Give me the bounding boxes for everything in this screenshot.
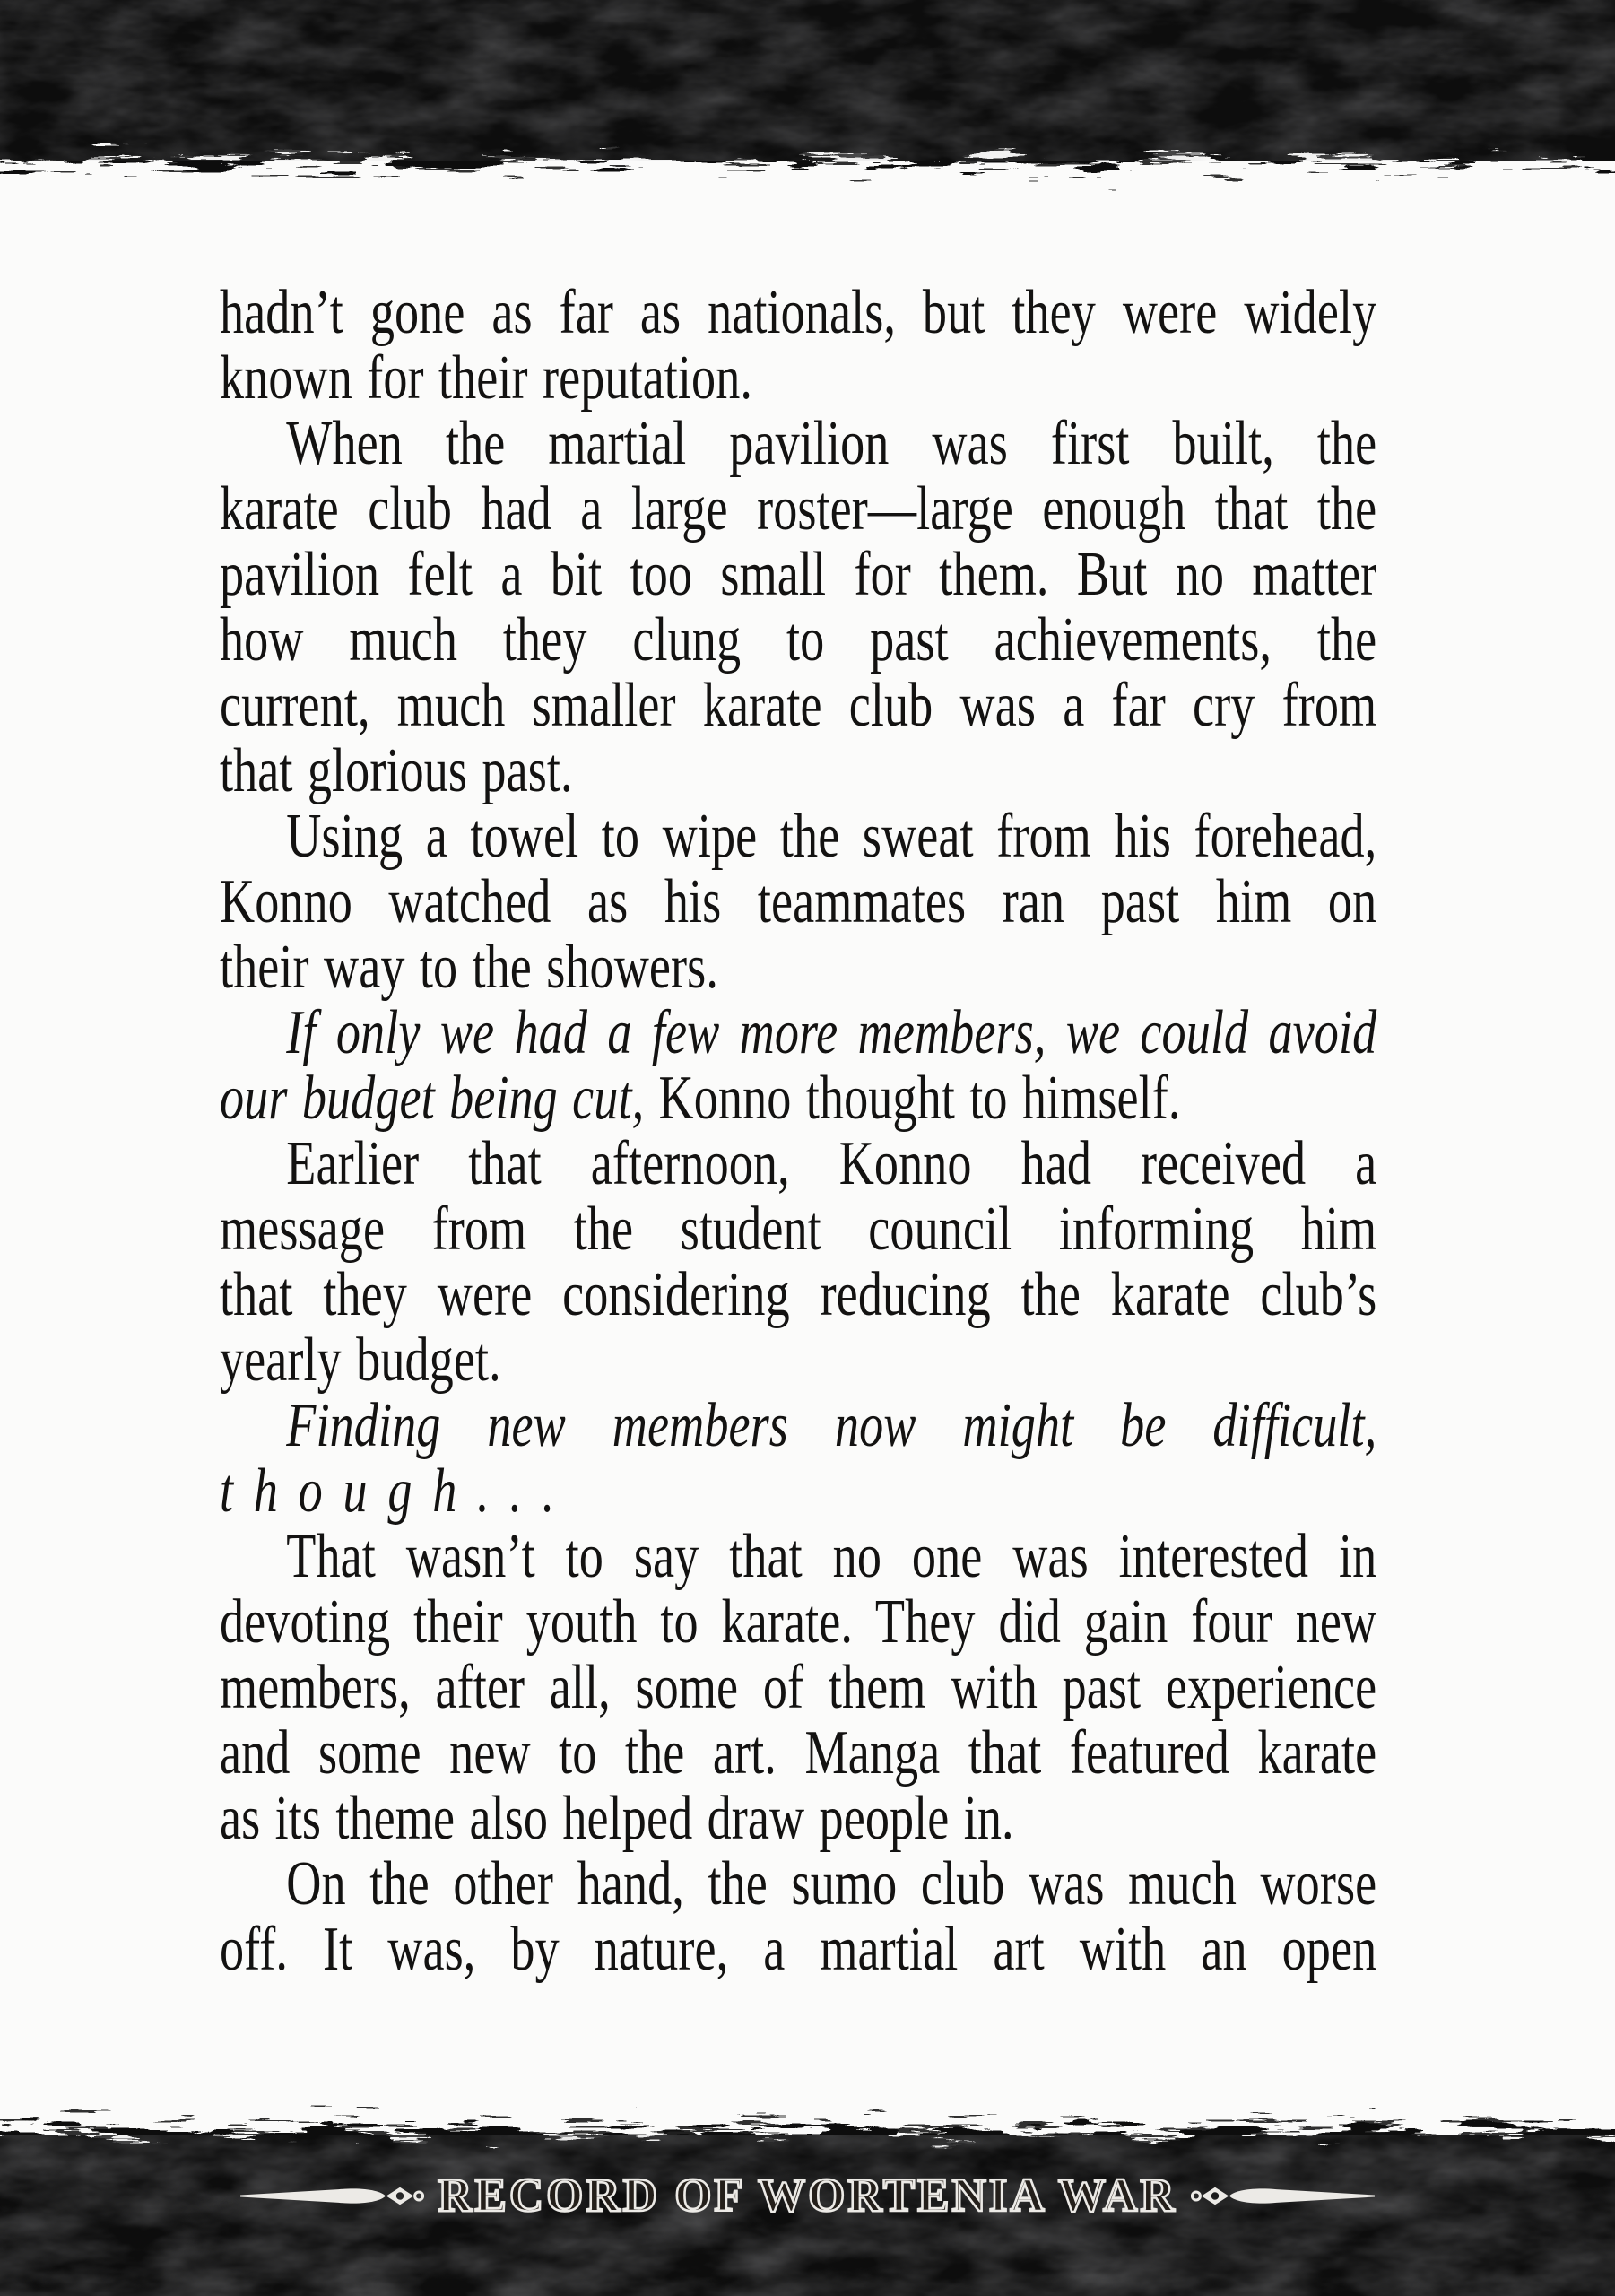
line-segment: known for their reputation.	[220, 344, 753, 413]
footer-title-row	[0, 2165, 1615, 2226]
footer-title: RECORD OF WORTENIA WAR	[438, 2170, 1177, 2222]
line-segment: Konno thought to himself.	[644, 1064, 1181, 1133]
body-line	[220, 1524, 1376, 1589]
line-segment: Konno watched as his teammates ran past him on	[220, 867, 1377, 936]
line-segment: pavilion felt a bit too small for them. But no matter	[220, 540, 1377, 609]
line-segment: If only we had a few more members, we could avoid	[286, 998, 1377, 1067]
line-segment: current, much smaller karate club was a far cry from	[220, 671, 1377, 740]
body-line	[220, 476, 1376, 542]
body-line	[220, 345, 1376, 411]
line-segment: members, after all, some of them with past experience	[220, 1653, 1377, 1722]
ornament-needle-left-icon	[240, 2175, 424, 2217]
line-segment: On the other hand, the sumo club was much worse	[286, 1849, 1377, 1918]
body-line	[220, 607, 1376, 673]
body-line	[220, 1262, 1376, 1327]
line-segment: as its theme also helped draw people in.	[220, 1784, 1014, 1853]
body-line	[220, 935, 1376, 1000]
line-segment: When the martial pavilion was first built, the	[286, 409, 1377, 478]
body-line	[220, 1196, 1376, 1262]
body-line	[220, 1458, 1376, 1524]
line-segment: Finding new members now might be difficult,	[286, 1391, 1377, 1460]
body-line	[220, 1851, 1376, 1917]
body-line	[220, 1000, 1376, 1065]
body-line	[220, 804, 1376, 869]
body-line	[220, 1917, 1376, 1982]
body-line	[220, 1065, 1376, 1131]
body-line	[220, 1786, 1376, 1851]
body-line	[220, 280, 1376, 345]
line-segment: how much they clung to past achievements, the	[220, 605, 1377, 674]
header-brush-band	[0, 0, 1615, 224]
body-line	[220, 1131, 1376, 1196]
text-column	[220, 280, 1376, 1982]
body-line	[220, 411, 1376, 476]
body-line	[220, 869, 1376, 935]
body-line	[220, 1720, 1376, 1786]
line-segment: and some new to the art. Manga that featured karate	[220, 1718, 1377, 1787]
body-line	[220, 673, 1376, 738]
line-segment: karate club had a large roster—large enough that the	[220, 474, 1377, 544]
line-segment: that glorious past.	[220, 736, 573, 805]
line-segment: Earlier that afternoon, Konno had received a	[286, 1129, 1377, 1198]
line-segment: though...	[220, 1457, 575, 1526]
line-segment: hadn’t gone as far as nationals, but they were widely	[220, 278, 1377, 347]
line-segment: their way to the showers.	[220, 933, 718, 1002]
ornament-needle-right-icon	[1191, 2175, 1375, 2217]
line-segment: our budget being cut,	[220, 1064, 645, 1133]
line-segment: That wasn’t to say that no one was interested in	[286, 1522, 1377, 1591]
line-segment: devoting their youth to karate. They did gain four new	[220, 1587, 1377, 1657]
line-segment: yearly budget.	[220, 1326, 501, 1395]
body-line	[220, 1589, 1376, 1655]
line-segment: that they were considering reducing the karate club’s	[220, 1260, 1377, 1329]
body-line	[220, 542, 1376, 607]
line-segment: Using a towel to wipe the sweat from his forehead,	[286, 802, 1377, 871]
line-segment: off. It was, by nature, a martial art with an open	[220, 1915, 1377, 1984]
body-line	[220, 738, 1376, 804]
body-line	[220, 1393, 1376, 1458]
body-line	[220, 1655, 1376, 1720]
line-segment: message from the student council informing him	[220, 1195, 1377, 1264]
body-line	[220, 1327, 1376, 1393]
